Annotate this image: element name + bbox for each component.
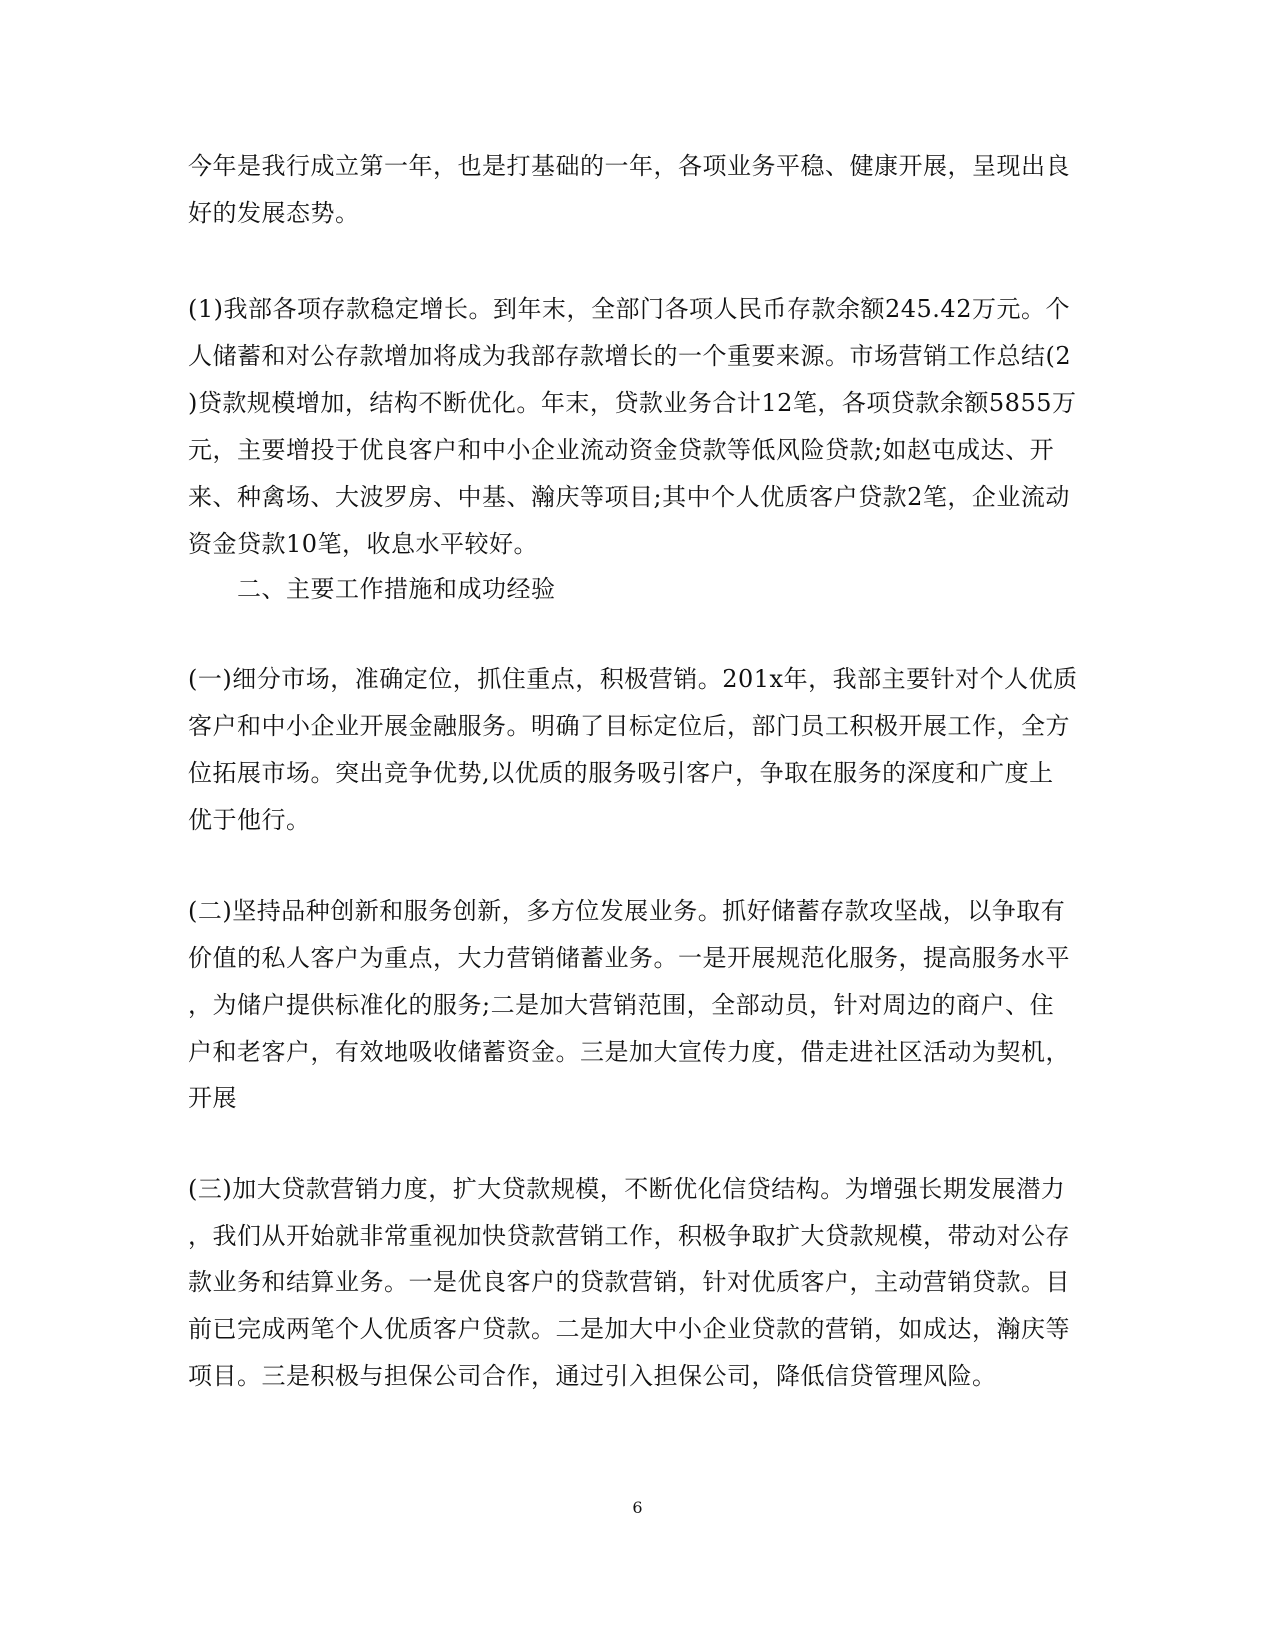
paragraph-line: ，我们从开始就非常重视加快贷款营销工作，积极争取扩大贷款规模，带动对公存 [188,1222,1070,1250]
paragraph-line: 款业务和结算业务。一是优良客户的贷款营销，针对优质客户，主动营销贷款。目 [188,1268,1070,1296]
paragraph-line: 元，主要增投于优良客户和中小企业流动资金贷款等低风险贷款;如赵屯成达、开 [188,436,1055,464]
paragraph-line: 资金贷款10笔，收息水平较好。 [188,530,539,558]
paragraph-line: 人储蓄和对公存款增加将成为我部存款增长的一个重要来源。市场营销工作总结(2 [188,342,1072,370]
paragraph-line: (1)我部各项存款稳定增长。到年末，全部门各项人民币存款余额245.42万元。个 [188,295,1070,323]
paragraph-line: 今年是我行成立第一年，也是打基础的一年，各项业务平稳、健康开展，呈现出良 [188,152,1070,180]
paragraph-line: 客户和中小企业开展金融服务。明确了目标定位后，部门员工积极开展工作，全方 [188,712,1070,740]
paragraph-line: )贷款规模增加，结构不断优化。年末，贷款业务合计12笔，各项贷款余额5855万 [188,389,1077,417]
paragraph-line: 项目。三是积极与担保公司合作，通过引入担保公司，降低信贷管理风险。 [188,1362,997,1390]
paragraph-line: 来、种禽场、大波罗房、中基、瀚庆等项目;其中个人优质客户贷款2笔，企业流动 [188,483,1070,511]
page-number: 6 [632,1498,643,1517]
paragraph-line: 优于他行。 [188,806,311,834]
paragraph-line: 前已完成两笔个人优质客户贷款。二是加大中小企业贷款的营销，如成达，瀚庆等 [188,1315,1070,1343]
section-heading: 二、主要工作措施和成功经验 [237,575,556,603]
paragraph-line: 价值的私人客户为重点，大力营销储蓄业务。一是开展规范化服务，提高服务水平 [188,944,1070,972]
paragraph-line: (二)坚持品种创新和服务创新，多方位发展业务。抓好储蓄存款攻坚战，以争取有 [188,897,1066,925]
paragraph-line: (三)加大贷款营销力度，扩大贷款规模，不断优化信贷结构。为增强长期发展潜力 [188,1175,1066,1203]
paragraph-line: 户和老客户，有效地吸收储蓄资金。三是加大宣传力度，借走进社区活动为契机， [188,1038,1070,1066]
paragraph-line: 位拓展市场。突出竞争优势,以优质的服务吸引客户，争取在服务的深度和广度上 [188,759,1054,787]
paragraph-line: 好的发展态势。 [188,199,360,227]
paragraph-line: (一)细分市场，准确定位，抓住重点，积极营销。201x年，我部主要针对个人优质 [188,665,1078,693]
paragraph-line: 开展 [188,1084,237,1112]
paragraph-line: ，为储户提供标准化的服务;二是加大营销范围，全部动员，针对周边的商户、住 [188,991,1055,1019]
